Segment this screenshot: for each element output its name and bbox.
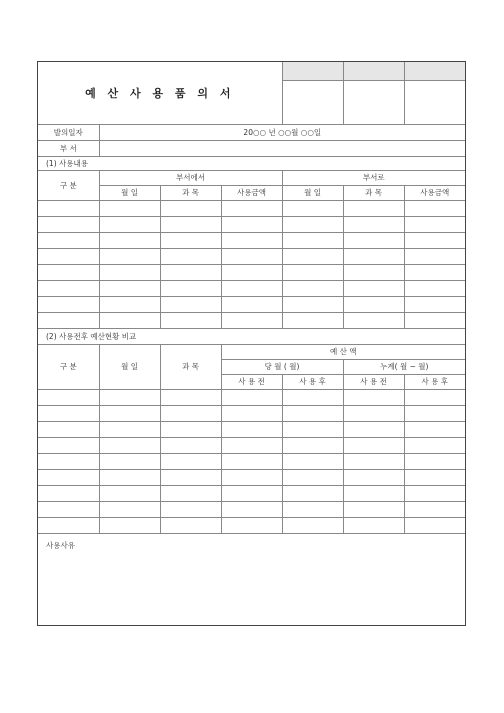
form-title: 예 산 사 용 품 의 서 [85, 86, 235, 100]
s1-to-month: 월 일 [282, 185, 343, 200]
section1-title: (1) 사용내용 [38, 156, 465, 170]
reason-label: 사용사유 [46, 540, 75, 550]
s1-to-dept: 부서로 [282, 170, 465, 185]
budget-request-form [37, 61, 466, 626]
form-table [38, 62, 465, 625]
s2-row [38, 389, 465, 405]
dept-value[interactable] [99, 140, 465, 156]
s2-row [38, 421, 465, 437]
s1-row [38, 296, 465, 312]
date-label: 발의일자 [38, 124, 99, 140]
s2-current-before: 사 용 전 [221, 374, 282, 389]
s2-col-month: 월 일 [99, 344, 160, 389]
approval-header-3 [404, 62, 465, 80]
reason-box[interactable] [38, 533, 465, 625]
s2-row [38, 517, 465, 533]
s1-from-month: 월 일 [99, 185, 160, 200]
approval-sign-3[interactable] [404, 80, 465, 124]
s2-row [38, 453, 465, 469]
s1-to-subject: 과 목 [343, 185, 404, 200]
s1-row [38, 264, 465, 280]
approval-sign-2[interactable] [343, 80, 404, 124]
s1-row [38, 232, 465, 248]
s1-to-amount: 사용금액 [404, 185, 465, 200]
s2-current-month: 당 월 ( 월) [221, 359, 343, 374]
s2-row [38, 501, 465, 517]
s2-row [38, 437, 465, 453]
s1-col-gubun: 구 분 [38, 170, 99, 200]
s1-row [38, 216, 465, 232]
s2-col-subject: 과 목 [160, 344, 221, 389]
s1-from-subject: 과 목 [160, 185, 221, 200]
s2-row [38, 405, 465, 421]
approval-header-2 [343, 62, 404, 80]
approval-sign-1[interactable] [282, 80, 343, 124]
s1-row [38, 248, 465, 264]
date-value[interactable]: 20○○ 년 ○○월 ○○일 [99, 124, 465, 140]
s2-cum-before: 사 용 전 [343, 374, 404, 389]
s1-row [38, 200, 465, 216]
s2-cumulative: 누계( 월 ~ 월) [343, 359, 465, 374]
s2-col-gubun: 구 분 [38, 344, 99, 389]
s2-current-after: 사 용 후 [282, 374, 343, 389]
s1-from-dept: 부서에서 [99, 170, 282, 185]
s1-row [38, 312, 465, 328]
section2-title: (2) 사용전후 예산현황 비교 [38, 328, 465, 344]
s2-row [38, 485, 465, 501]
approval-header-1 [282, 62, 343, 80]
s1-from-amount: 사용금액 [221, 185, 282, 200]
dept-label: 부 서 [38, 140, 99, 156]
s1-row [38, 280, 465, 296]
s2-row [38, 469, 465, 485]
s2-budget-label: 예 산 액 [221, 344, 465, 359]
s2-cum-after: 사 용 후 [404, 374, 465, 389]
